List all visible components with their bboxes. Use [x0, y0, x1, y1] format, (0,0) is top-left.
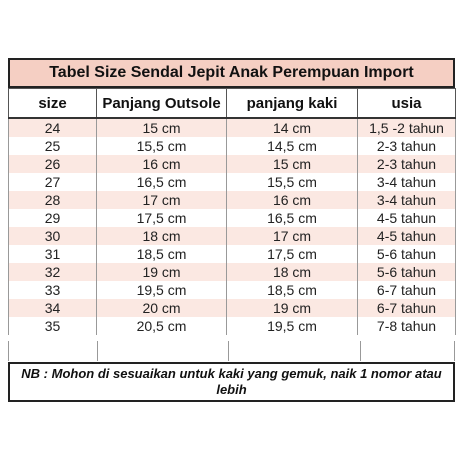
table-row [9, 299, 456, 317]
header-outsole: Panjang Outsole [97, 89, 227, 119]
cell-age: 3-4 tahun [358, 191, 456, 209]
blank-cell [229, 341, 361, 361]
cell-outsole: 19 cm [97, 263, 227, 281]
table-row [9, 191, 456, 209]
cell-size: 30 [9, 227, 97, 245]
cell-outsole: 17 cm [97, 191, 227, 209]
cell-foot-length: 15 cm [227, 155, 358, 173]
cell-outsole: 16,5 cm [97, 173, 227, 191]
cell-age: 4-5 tahun [358, 227, 456, 245]
table-row [9, 245, 456, 263]
cell-age: 6-7 tahun [358, 299, 456, 317]
table-row [9, 173, 456, 191]
cell-size: 29 [9, 209, 97, 227]
table-title: Tabel Size Sendal Jepit Anak Perempuan Import [8, 58, 455, 88]
cell-age: 1,5 -2 tahun [358, 118, 456, 137]
cell-outsole: 15 cm [97, 118, 227, 137]
cell-foot-length: 18,5 cm [227, 281, 358, 299]
note-text: NB : Mohon di sesuaikan untuk kaki yang gemuk, naik 1 nomor atau lebih [8, 362, 455, 402]
cell-size: 24 [9, 118, 97, 137]
cell-foot-length: 15,5 cm [227, 173, 358, 191]
cell-size: 25 [9, 137, 97, 155]
cell-size: 31 [9, 245, 97, 263]
blank-cell [98, 341, 229, 361]
cell-size: 26 [9, 155, 97, 173]
cell-size: 28 [9, 191, 97, 209]
table-row [9, 118, 456, 137]
cell-size: 27 [9, 173, 97, 191]
cell-outsole: 18,5 cm [97, 245, 227, 263]
header-age: usia [358, 89, 456, 119]
cell-size: 33 [9, 281, 97, 299]
cell-age: 2-3 tahun [358, 137, 456, 155]
cell-outsole: 19,5 cm [97, 281, 227, 299]
cell-outsole: 20 cm [97, 299, 227, 317]
header-size: size [9, 89, 97, 119]
header-foot-length: panjang kaki [227, 89, 358, 119]
cell-foot-length: 14,5 cm [227, 137, 358, 155]
cell-foot-length: 19,5 cm [227, 317, 358, 335]
cell-foot-length: 17 cm [227, 227, 358, 245]
cell-outsole: 17,5 cm [97, 209, 227, 227]
table-row [9, 317, 456, 335]
table-row [9, 209, 456, 227]
cell-age: 6-7 tahun [358, 281, 456, 299]
cell-age: 7-8 tahun [358, 317, 456, 335]
table-row [9, 281, 456, 299]
table-row [9, 263, 456, 281]
cell-size: 34 [9, 299, 97, 317]
cell-outsole: 18 cm [97, 227, 227, 245]
cell-foot-length: 14 cm [227, 118, 358, 137]
cell-foot-length: 19 cm [227, 299, 358, 317]
cell-foot-length: 16 cm [227, 191, 358, 209]
cell-outsole: 20,5 cm [97, 317, 227, 335]
cell-age: 2-3 tahun [358, 155, 456, 173]
table-row [9, 227, 456, 245]
cell-foot-length: 18 cm [227, 263, 358, 281]
cell-age: 3-4 tahun [358, 173, 456, 191]
cell-age: 4-5 tahun [358, 209, 456, 227]
cell-foot-length: 17,5 cm [227, 245, 358, 263]
table-row [9, 137, 456, 155]
cell-size: 35 [9, 317, 97, 335]
cell-outsole: 16 cm [97, 155, 227, 173]
cell-foot-length: 16,5 cm [227, 209, 358, 227]
size-table [8, 88, 456, 335]
header-row [9, 89, 456, 119]
cell-age: 5-6 tahun [358, 245, 456, 263]
cell-age: 5-6 tahun [358, 263, 456, 281]
blank-row [8, 341, 455, 361]
table-row [9, 155, 456, 173]
cell-outsole: 15,5 cm [97, 137, 227, 155]
cell-size: 32 [9, 263, 97, 281]
blank-cell [9, 341, 98, 361]
